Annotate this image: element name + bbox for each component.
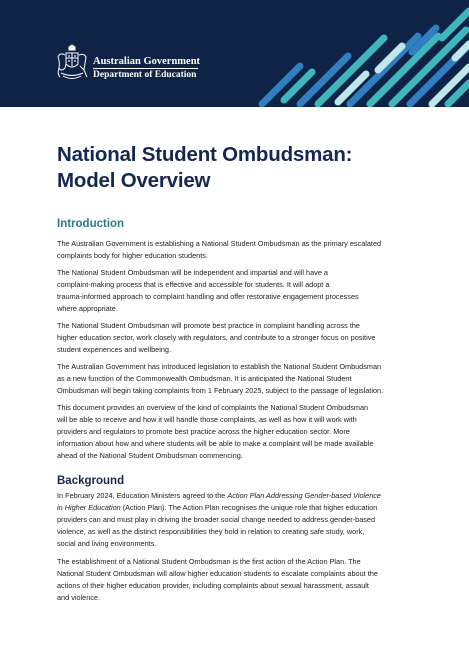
text-line: The establishment of a National Student Ombudsman is the first action of the Action Plan. The — [57, 557, 361, 566]
text-run: In February 2024, Education Ministers agreed to the — [57, 491, 228, 500]
background-heading: Background — [57, 475, 125, 487]
text-line: complaints body for higher education students. — [57, 251, 208, 260]
text-line: as a new function of the Commonwealth Ombudsman. It is anticipated the National Student — [57, 374, 352, 383]
text-line: The National Student Ombudsman will promote best practice in complaint handling across the — [57, 321, 360, 330]
text-line: providers and regulators to promote best practice across the higher education sector. More — [57, 427, 350, 436]
text-line: ahead of the National Student Ombudsman commencing. — [57, 451, 243, 460]
text-line: providers can and must play in driving the broader social change needed to address gender-based — [57, 515, 376, 524]
text-line — [57, 490, 413, 502]
text-line — [57, 502, 413, 514]
introduction-heading: Introduction — [57, 218, 125, 230]
background-paragraph-1 — [57, 490, 413, 550]
page-title: National Student Ombudsman: Model Overview — [57, 143, 353, 192]
text-line: trauma-informed approach to complaint handling and offer restorative engagement processes — [57, 292, 359, 301]
intro-paragraph-2 — [57, 267, 413, 315]
text-line: information about how and where students will be able to make a complaint will be made available — [57, 439, 374, 448]
commonwealth-coat-of-arms-icon — [55, 44, 89, 82]
text-line: social and living environments. — [57, 539, 157, 548]
header-divider — [93, 68, 198, 69]
intro-paragraph-4 — [57, 361, 413, 397]
text-run: (Action Plan). The Action Plan recognises the unique role that higher education — [120, 503, 378, 512]
text-line: Ombudsman will begin taking complaints from 1 February 2025, subject to the passage of legislation. — [57, 386, 384, 395]
text-line: and violence. — [57, 593, 101, 602]
department-name: Department of Education — [93, 70, 197, 80]
text-line: The Australian Government is establishing a National Student Ombudsman as the primary escalated — [57, 239, 382, 248]
action-plan-title: Action Plan Addressing Gender-based Violence — [227, 491, 381, 500]
text-line: higher education sector, work closely with regulators, and contribute to a stronger focus on positive — [57, 333, 376, 342]
action-plan-title: in Higher Education — [57, 503, 121, 512]
text-line: student experiences and wellbeing. — [57, 345, 171, 354]
intro-paragraph-3 — [57, 320, 413, 356]
text-line: violence, as well as the distinct responsibilities they hold in relation to creating safe study, work, — [57, 527, 365, 536]
text-line: The National Student Ombudsman will be independent and impartial and will have a — [57, 268, 328, 277]
government-name: Australian Government — [93, 56, 201, 67]
text-line: will be able to receive and how it will handle those complaints, as well as how it will work with — [57, 415, 357, 424]
text-line: This document provides an overview of the kind of complaints the National Student Ombudsman — [57, 403, 369, 412]
header-banner — [0, 0, 469, 107]
text-line: complaint-making process that is effective and accessible for students. It will adopt a — [57, 280, 330, 289]
intro-paragraph-1 — [57, 238, 413, 262]
text-line: National Student Ombudsman will allow higher education students to escalate complaints about the — [57, 569, 378, 578]
intro-paragraph-5 — [57, 402, 413, 462]
text-line: where appropriate. — [57, 304, 118, 313]
text-line: actions of their higher education provider, including complaints about sexual harassment, assault — [57, 581, 369, 590]
background-paragraph-2 — [57, 556, 413, 604]
text-line: The Australian Government has introduced legislation to establish the National Student Ombudsman — [57, 362, 382, 371]
